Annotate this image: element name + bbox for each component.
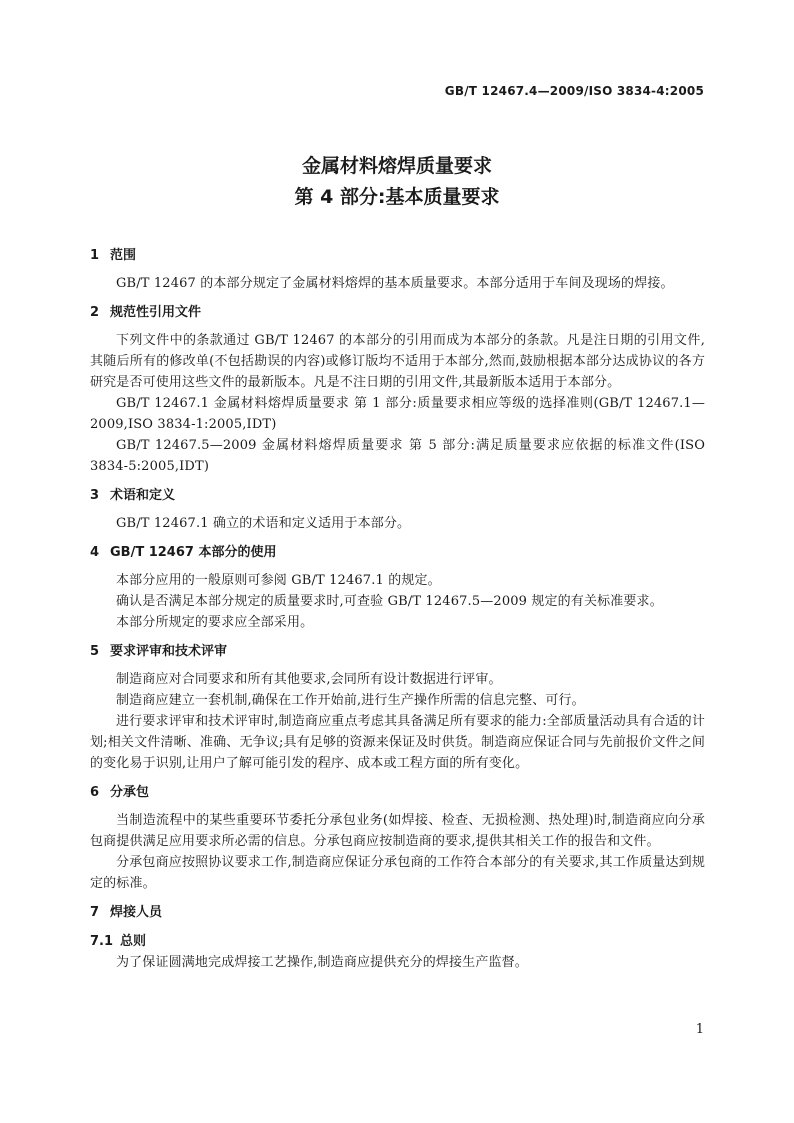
section-title: 范围 <box>110 248 137 263</box>
section-heading-scope <box>90 246 705 266</box>
paragraph: 本部分所规定的要求应全部采用。 <box>116 615 314 630</box>
section-title: 要求评审和技术评审 <box>110 644 228 659</box>
paragraph: GB/T 12467.1 确立的术语和定义适用于本部分。 <box>116 516 411 531</box>
reference-entry: GB/T 12467.5—2009 金属材料熔焊质量要求 第 5 部分:满足质量要求应依据的标准文件(ISO 3834-5:2005,IDT) <box>90 438 705 474</box>
section-title: GB/T 12467 本部分的使用 <box>110 545 277 560</box>
paragraph: 下列文件中的条款通过 GB/T 12467 的本部分的引用而成为本部分的条款。凡是注日期的引用文件,其随后所有的修改单(不包括勘误的内容)或修订版均不适用于本部分,然而,鼓励根据本部分达成协议的各方研究是否可使用这些文件的最新版本。凡是不注日期的引用文件,其最新版本适用于本部分。 <box>90 333 705 390</box>
section-title: 总则 <box>120 934 147 949</box>
paragraph: 分承包商应按照协议要求工作,制造商应保证分承包商的工作符合本部分的有关要求,其工作质量达到规定的标准。 <box>90 855 705 891</box>
section-title: 焊接人员 <box>110 905 163 920</box>
reference-entry: GB/T 12467.1 金属材料熔焊质量要求 第 1 部分:质量要求相应等级的选择准则(GB/T 12467.1—2009,ISO 3834-1:2005,IDT) <box>90 396 705 432</box>
section-number: 7 <box>90 905 100 920</box>
paragraph: 本部分应用的一般原则可参阅 GB/T 12467.1 的规定。 <box>116 573 441 588</box>
section-number: 5 <box>90 644 100 659</box>
paragraph: 制造商应对合同要求和所有其他要求,会同所有设计数据进行评审。 <box>116 672 502 687</box>
section-number: 1 <box>90 248 100 263</box>
section-number: 6 <box>90 785 100 800</box>
section-heading-welding-personnel <box>90 903 705 923</box>
section-heading-terms <box>90 486 705 506</box>
section-heading-normative-references <box>90 303 705 323</box>
paragraph: 制造商应建立一套机制,确保在工作开始前,进行生产操作所需的信息完整、可行。 <box>116 693 585 708</box>
subsection-heading-general <box>90 932 705 952</box>
paragraph: 当制造流程中的某些重要环节委托分承包业务(如焊接、检查、无损检测、热处理)时,制造商应向分承包商提供满足应用要求所必需的信息。分承包商应按制造商的要求,提供其相关工作的报告和文件。 <box>90 813 705 849</box>
paragraph: 进行要求评审和技术评审时,制造商应重点考虑其具备满足所有要求的能力:全部质量活动具有合适的计划;相关文件清晰、准确、无争议;具有足够的资源来保证及时供货。制造商应保证合同与先前报价文件之间的变化易于识别,让用户了解可能引发的程序、成本或工程方面的所有变化。 <box>90 714 705 771</box>
section-heading-review <box>90 642 705 662</box>
section-heading-usage <box>90 543 705 563</box>
section-number: 2 <box>90 305 100 320</box>
page-number: 1 <box>695 1022 704 1037</box>
section-number: 3 <box>90 488 100 503</box>
standard-code: GB/T 12467.4—2009/ISO 3834-4:2005 <box>444 84 704 98</box>
document-title: 金属材料熔焊质量要求 <box>301 155 492 177</box>
section-title: 规范性引用文件 <box>110 305 202 320</box>
paragraph: 确认是否满足本部分规定的质量要求时,可查验 GB/T 12467.5—2009 规定的有关标准要求。 <box>116 594 663 609</box>
paragraph: GB/T 12467 的本部分规定了金属材料熔焊的基本质量要求。本部分适用于车间及现场的焊接。 <box>116 276 674 291</box>
section-title: 分承包 <box>110 785 150 800</box>
section-number: 4 <box>90 545 100 560</box>
section-number: 7.1 <box>90 934 114 949</box>
section-heading-subcontracting <box>90 783 705 803</box>
document-subtitle: 第 4 部分:基本质量要求 <box>294 186 500 208</box>
paragraph: 为了保证圆满地完成焊接工艺操作,制造商应提供充分的焊接生产监督。 <box>116 955 528 970</box>
document-body <box>90 246 705 973</box>
section-title: 术语和定义 <box>110 488 176 503</box>
